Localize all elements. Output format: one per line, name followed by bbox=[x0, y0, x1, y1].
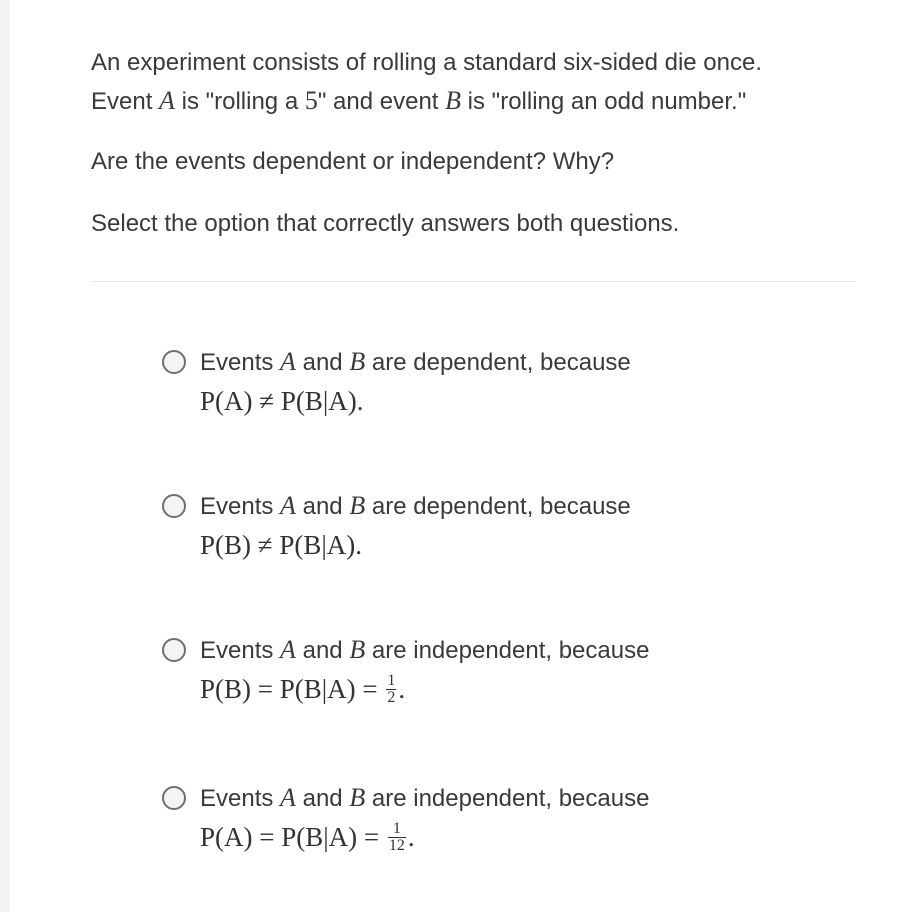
question-paragraph-1 bbox=[91, 44, 861, 121]
option-text: and bbox=[295, 493, 350, 520]
math-period: . bbox=[407, 822, 415, 852]
answer-option-math bbox=[200, 669, 760, 709]
option-text: and bbox=[295, 785, 350, 812]
event-b-variable: B bbox=[349, 491, 366, 520]
math-period: . bbox=[398, 674, 406, 704]
answer-option-label bbox=[200, 632, 760, 709]
left-margin-strip bbox=[0, 0, 10, 912]
answer-option-sentence bbox=[200, 344, 760, 381]
question-line-2-part: " and event bbox=[317, 88, 446, 115]
answer-option-sentence bbox=[200, 780, 760, 817]
event-b-variable: B bbox=[349, 783, 366, 812]
event-a-variable: A bbox=[159, 86, 175, 115]
event-a-variable: A bbox=[280, 347, 296, 376]
answer-option-sentence bbox=[200, 632, 760, 669]
fraction bbox=[388, 821, 406, 854]
question-line-1: An experiment consists of rolling a standard six-sided die once. bbox=[91, 49, 763, 76]
question-paragraph-3: Select the option that correctly answers both questions. bbox=[91, 210, 680, 237]
question-text bbox=[91, 44, 861, 243]
radio-button-icon[interactable] bbox=[162, 494, 186, 518]
fraction bbox=[386, 673, 396, 706]
math-expression: P(A) ≠ P(B|A). bbox=[200, 386, 364, 416]
question-line-2-part: is "rolling a bbox=[174, 88, 305, 115]
math-expression: P(B) ≠ P(B|A). bbox=[200, 530, 362, 560]
radio-button-icon[interactable] bbox=[162, 786, 186, 810]
question-paragraph-2: Are the events dependent or independent? Why? bbox=[91, 148, 615, 175]
fraction-denominator: 12 bbox=[388, 837, 405, 855]
option-text: are dependent, because bbox=[365, 349, 631, 376]
option-text: Events bbox=[200, 637, 281, 664]
answer-option-math bbox=[200, 817, 760, 857]
event-a-variable: A bbox=[280, 783, 296, 812]
event-a-variable: A bbox=[280, 491, 296, 520]
event-b-variable: B bbox=[349, 347, 366, 376]
answer-option-label bbox=[200, 488, 760, 565]
question-line-2-end: is "rolling an odd number." bbox=[461, 88, 747, 115]
event-b-variable: B bbox=[349, 635, 366, 664]
radio-button-icon[interactable] bbox=[162, 638, 186, 662]
answer-option-math bbox=[200, 381, 760, 421]
number-five: 5 bbox=[304, 86, 318, 115]
fraction-numerator: 1 bbox=[388, 821, 406, 838]
option-text: are dependent, because bbox=[365, 493, 631, 520]
option-text: and bbox=[295, 349, 350, 376]
option-text: Events bbox=[200, 493, 281, 520]
option-text: Events bbox=[200, 785, 281, 812]
event-a-variable: A bbox=[280, 635, 296, 664]
answer-option-sentence bbox=[200, 488, 760, 525]
radio-button-icon[interactable] bbox=[162, 350, 186, 374]
question-line-2-start: Event bbox=[91, 88, 160, 115]
option-text: and bbox=[295, 637, 350, 664]
answer-option-label bbox=[200, 780, 760, 857]
math-expression: P(A) = P(B|A) = bbox=[200, 822, 386, 852]
answer-option-math bbox=[200, 525, 760, 565]
math-expression: P(B) = P(B|A) = bbox=[200, 674, 385, 704]
event-b-variable: B bbox=[445, 86, 462, 115]
option-text: are independent, because bbox=[365, 637, 650, 664]
fraction-numerator: 1 bbox=[387, 672, 396, 690]
option-text: Events bbox=[200, 349, 281, 376]
fraction-denominator: 2 bbox=[387, 689, 396, 707]
option-text: are independent, because bbox=[365, 785, 650, 812]
divider bbox=[91, 281, 856, 282]
answer-option-label bbox=[200, 344, 760, 421]
